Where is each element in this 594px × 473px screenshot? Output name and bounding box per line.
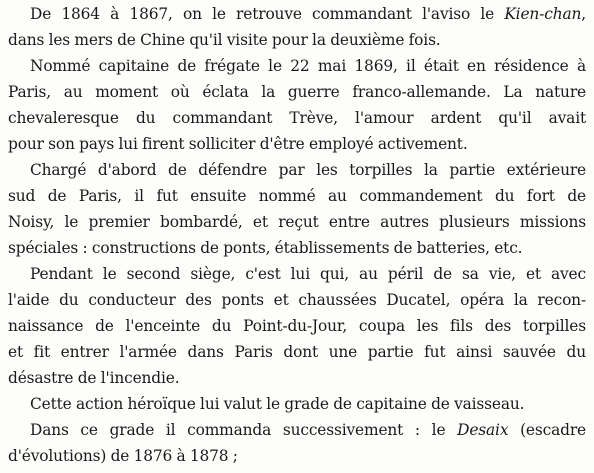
text-line xyxy=(30,261,586,287)
text-run: Noisy, le premier bombardé, et reçut entre autres plusieurs missions xyxy=(8,213,586,231)
text-line xyxy=(8,365,586,391)
text-run: dans les mers de Chine qu'il visite pour la deuxième fois. xyxy=(8,31,441,49)
text-run: désastre de l'incendie. xyxy=(8,369,180,387)
text-line xyxy=(30,157,586,183)
text-run: et fit entrer l'armée dans Paris dont une partie fut ainsi sauvée du xyxy=(8,343,586,361)
text-line xyxy=(8,79,586,105)
text-run: (escadre xyxy=(508,421,586,439)
text-run: l'aide du conducteur des ponts et chaussées Ducatel, opéra la recon- xyxy=(8,291,586,309)
ship-name: Desaix xyxy=(457,421,509,439)
text-line xyxy=(30,53,586,79)
text-line xyxy=(30,1,586,27)
text-run: d'évolutions) de 1876 à 1878 ; xyxy=(8,447,238,465)
text-line xyxy=(8,27,586,53)
text-line xyxy=(8,105,586,131)
text-run: Dans ce grade il commanda successivement : le xyxy=(30,421,458,439)
ship-name: Kien-chan xyxy=(504,5,582,23)
text-run: spéciales : constructions de ponts, établissements de batteries, etc. xyxy=(8,239,523,257)
text-line xyxy=(8,339,586,365)
text-run: sud de Paris, il fut ensuite nommé au commandement du fort de xyxy=(8,187,586,205)
text-run: Paris, au moment où éclata la guerre franco-allemande. La nature xyxy=(8,83,586,101)
text-run: Cette action héroïque lui valut le grade de capitaine de vaisseau. xyxy=(30,395,525,413)
text-run: Nommé capitaine de frégate le 22 mai 1869, il était en résidence à xyxy=(30,57,586,75)
text-run: chevaleresque du commandant Trève, l'amour ardent qu'il avait xyxy=(8,109,586,127)
text-line xyxy=(30,391,586,417)
text-line xyxy=(8,235,586,261)
text-run: Pendant le second siège, c'est lui qui, au péril de sa vie, et avec xyxy=(30,265,586,283)
text-line xyxy=(8,183,586,209)
text-line xyxy=(8,287,586,313)
text-run: Chargé d'abord de défendre par les torpilles la partie extérieure xyxy=(30,161,586,179)
text-line xyxy=(8,131,586,157)
text-run: De 1864 à 1867, on le retrouve commandant l'aviso le xyxy=(30,5,505,23)
text-run: pour son pays lui firent solliciter d'être employé activement. xyxy=(8,135,468,153)
text-run: naissance de l'enceinte du Point-du-Jour, coupa les fils des torpilles xyxy=(8,317,586,335)
text-line xyxy=(8,313,586,339)
text-line xyxy=(8,443,586,469)
text-run: , xyxy=(581,5,586,23)
text-line xyxy=(8,209,586,235)
text-line xyxy=(30,417,586,443)
